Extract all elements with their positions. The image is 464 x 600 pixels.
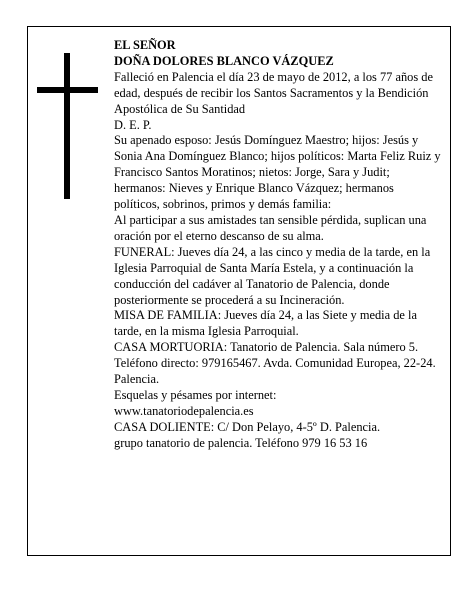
grieving-home: CASA DOLIENTE: C/ Don Pelayo, 4-5º D. Palencia. — [114, 419, 381, 434]
family-list: Su apenado esposo: Jesús Domínguez Maestro; hijos: Jesús y Sonia Ana Domínguez Blanco; hijos políticos: Marta Feliz Ruiz y Francisco Santos Moratinos; nietos: Jorge, Sara y Judit; hermanos: Nieves y Enrique Blanco Vázquez; hermanos políticos, sobrinos, primos y demás familia: — [114, 133, 441, 212]
website: www.tanatoriodepalencia.es — [114, 403, 254, 418]
cross-horizontal-bar — [37, 87, 98, 93]
mortuary-info: CASA MORTUORIA: Tanatorio de Palencia. Sala número 5. Teléfono directo: 979165467. Avda. Comunidad Europea, 22-24. Palencia. — [114, 340, 436, 387]
family-mass-info: MISA DE FAMILIA: Jueves día 24, a las Siete y media de la tarde, en la misma Iglesia Parroquial. — [114, 308, 417, 339]
deceased-name: DOÑA DOLORES BLANCO VÁZQUEZ — [114, 53, 334, 68]
rip-line: D. E. P. — [114, 117, 152, 132]
group-phone: grupo tanatorio de palencia. Teléfono 979 16 53 16 — [114, 435, 368, 450]
cross-vertical-bar — [64, 53, 70, 199]
death-notice: Falleció en Palencia el día 23 de mayo de 2012, a los 77 años de edad, después de recibir los Santos Sacramentos y la Bendición Apostólica de Su Santidad — [114, 69, 433, 116]
internet-condolences: Esquelas y pésames por internet: — [114, 387, 277, 402]
prayer-request: Al participar a sus amistades tan sensible pérdida, suplican una oración por el eterno descanso de su alma. — [114, 212, 427, 243]
obituary-text — [114, 38, 442, 452]
funeral-info: FUNERAL: Jueves día 24, a las cinco y media de la tarde, en la Iglesia Parroquial de Santa María Estela, y a continuación la conducción del cadáver al Tanatorio de Palencia, donde posteriormente se procederá a su Incineración. — [114, 244, 431, 307]
header-title: EL SEÑOR — [114, 38, 176, 52]
